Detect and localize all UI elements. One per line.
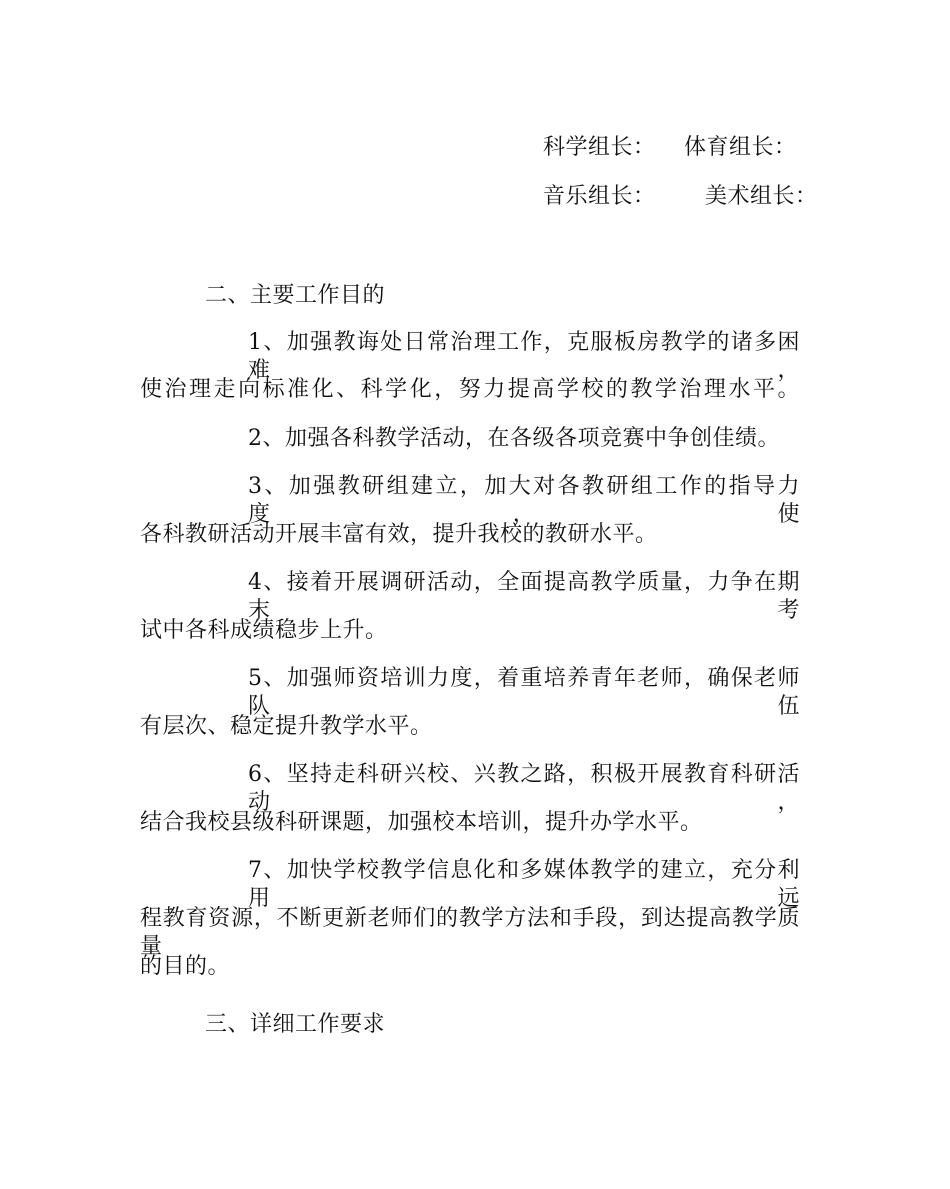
section-2-heading: 二、主要工作目的	[205, 283, 386, 308]
item-3-line-2: 各科教研活动开展丰富有效，提升我校的教研水平。	[140, 522, 658, 547]
section-3-heading: 三、详细工作要求	[205, 1012, 386, 1037]
item-4-line-2: 试中各科成绩稳步上升。	[140, 618, 388, 643]
signature-pe-leader: 体育组长：	[684, 135, 797, 160]
item-1-line-2: 使治理走向标准化、科学化，努力提高学校的教学治理水平。	[140, 377, 800, 402]
signature-art-leader: 美术组长：	[705, 184, 818, 209]
item-4-line-1: 4、接着开展调研活动，全面提高教学质量，力争在期末考	[248, 570, 800, 623]
item-7-line-3: 的目的。	[140, 954, 231, 979]
item-1-line-1: 1、加强教诲处日常治理工作，克服板房教学的诸多困难，	[248, 330, 800, 383]
item-5-line-1: 5、加强师资培训力度，着重培养青年老师，确保老师队伍	[248, 666, 800, 719]
item-7-line-1: 7、加快学校教学信息化和多媒体教学的建立，充分利用远	[248, 858, 800, 911]
item-6-line-1: 6、坚持走科研兴校、兴教之路，积极开展教育科研活动，	[248, 762, 800, 815]
item-3-line-1: 3、加强教研组建立，加大对各教研组工作的指导力度，使	[248, 474, 800, 527]
item-7-line-2: 程教育资源，不断更新老师们的教学方法和手段，到达提高教学质量	[140, 906, 800, 959]
item-5-line-2: 有层次、稳定提升教学水平。	[140, 714, 433, 739]
signature-music-leader: 音乐组长：	[543, 184, 656, 209]
item-2-line-1: 2、加强各科教学活动，在各级各项竞赛中争创佳绩。	[248, 426, 780, 451]
signature-science-leader: 科学组长：	[543, 135, 656, 160]
item-6-line-2: 结合我校县级科研课题，加强校本培训，提升办学水平。	[140, 810, 703, 835]
